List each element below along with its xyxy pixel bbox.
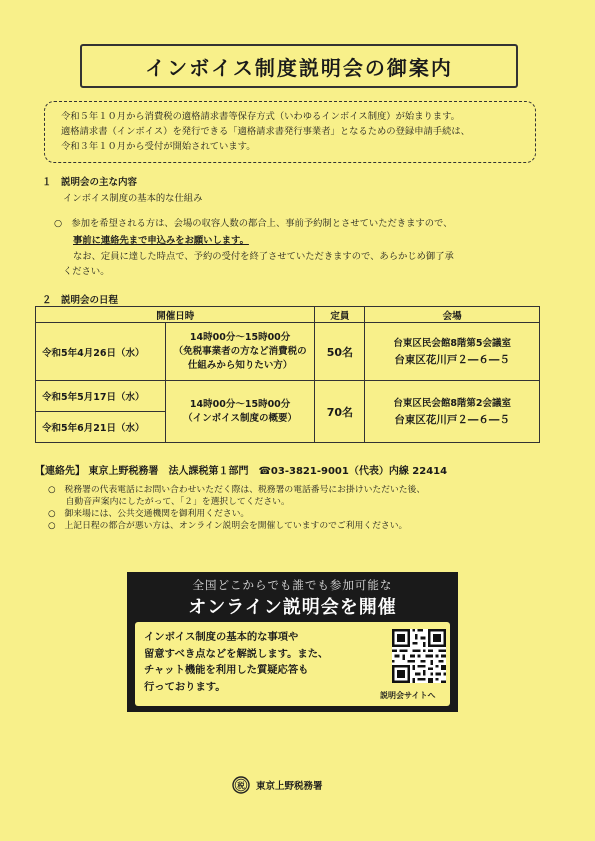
time-text: 14時00分～15時00分 <box>189 331 291 343</box>
banner-title: オンライン説明会を開催 <box>188 597 397 618</box>
title-box <box>80 44 518 88</box>
online-seminar-banner <box>127 572 458 712</box>
section1-heading: １ 説明会の主な内容 <box>42 177 138 188</box>
participation-note-line: なお、定員に達した時点で、予約の受付を終了させていただきますので、あらかじめ御了承 <box>73 251 454 262</box>
participation-note-line: ください。 <box>63 266 110 277</box>
intro-box <box>44 101 536 163</box>
intro-line: 令和５年１０月から消費税の適格請求書等保存方式（いわゆるインボイス制度）が始まります。 <box>61 111 460 122</box>
header-venue: 会場 <box>365 307 540 323</box>
page-title: インボイス制度説明会の御案内 <box>145 55 453 80</box>
notes-list <box>48 484 425 532</box>
contact-info: 【連絡先】 東京上野税務署 法人課税第１部門 ☎03-3821-9001（代表）内線 22414 <box>35 466 448 477</box>
schedule-table <box>35 306 540 443</box>
qr-code-icon[interactable] <box>392 629 446 683</box>
qr-link-label[interactable]: 説明会サイトへ <box>380 691 436 700</box>
section1-content: インボイス制度の基本的な仕組み <box>63 193 203 204</box>
section2-heading: ２ 説明会の日程 <box>42 295 119 306</box>
venue-address: 台東区花川戸２―６―５ <box>394 353 510 366</box>
note-item: ○ 御来場には、公共交通機関を御利用ください。 <box>48 509 250 519</box>
banner-body <box>144 629 328 695</box>
banner-subtitle: 全国どこからでも誰でも参加可能な <box>192 578 393 592</box>
emblem-glyph: 税 <box>237 781 245 790</box>
office-name: 東京上野税務署 <box>256 781 323 792</box>
capacity-cell: 50名 <box>315 323 365 381</box>
note-item: ○ 税務署の代表電話にお問い合わせいただく際は、税務署の電話番号にお掛けいただいた後、 <box>48 485 426 495</box>
date-cell: 令和5年5月17日（水） <box>36 381 166 412</box>
participation-note-emphasis: 事前に連絡先まで申込みをお願いします。 <box>73 235 249 246</box>
venue-cell <box>365 381 540 443</box>
banner-body-line: チャット機能を利用した質疑応答も <box>144 664 309 676</box>
date-cell: 令和5年6月21日（水） <box>36 412 166 443</box>
time-cell <box>165 323 315 381</box>
participation-note-line: ○ 参加を希望される方は、会場の収容人数の都合上、事前予約制とさせていただきますので、 <box>54 218 453 229</box>
time-text: 14時00分～15時00分 <box>189 398 291 410</box>
table-row <box>36 381 540 412</box>
venue-room: 台東区民会館8階第5会議室 <box>393 337 512 349</box>
date-cell: 令和5年4月26日（水） <box>36 323 166 381</box>
banner-body-line: 行っております。 <box>144 680 226 693</box>
tax-office-emblem-icon <box>232 776 250 794</box>
venue-address: 台東区花川戸２―６―５ <box>394 413 510 426</box>
banner-body-line: 留意すべき点などを解説します。また、 <box>144 647 329 660</box>
note-item: 自動音声案内にしたがって、「２」を選択してください。 <box>48 497 290 507</box>
venue-room: 台東区民会館8階第2会議室 <box>393 397 512 409</box>
footer <box>232 776 323 794</box>
table-row <box>36 323 540 381</box>
header-datetime: 開催日時 <box>36 307 315 323</box>
time-note: （免税事業者の方など消費税の <box>173 345 307 357</box>
note-item: ○ 上記日程の都合が悪い方は、オンライン説明会を開催していますのでご利用ください。 <box>48 521 408 531</box>
banner-body-line: インボイス制度の基本的な事項や <box>144 631 299 643</box>
venue-cell <box>365 323 540 381</box>
intro-line: 適格請求書（インボイス）を発行できる「適格請求書発行事業者」となるための登録申請手続は、 <box>61 126 470 137</box>
capacity-cell: 70名 <box>315 381 365 443</box>
table-header-row <box>36 307 540 323</box>
banner-content <box>135 622 450 706</box>
time-note: 仕組みから知りたい方） <box>187 359 293 371</box>
time-note: （インボイス制度の概要） <box>183 412 298 424</box>
time-cell <box>165 381 315 443</box>
header-capacity: 定員 <box>315 307 365 323</box>
intro-line: 令和３年１０月から受付が開始されています。 <box>61 141 256 152</box>
